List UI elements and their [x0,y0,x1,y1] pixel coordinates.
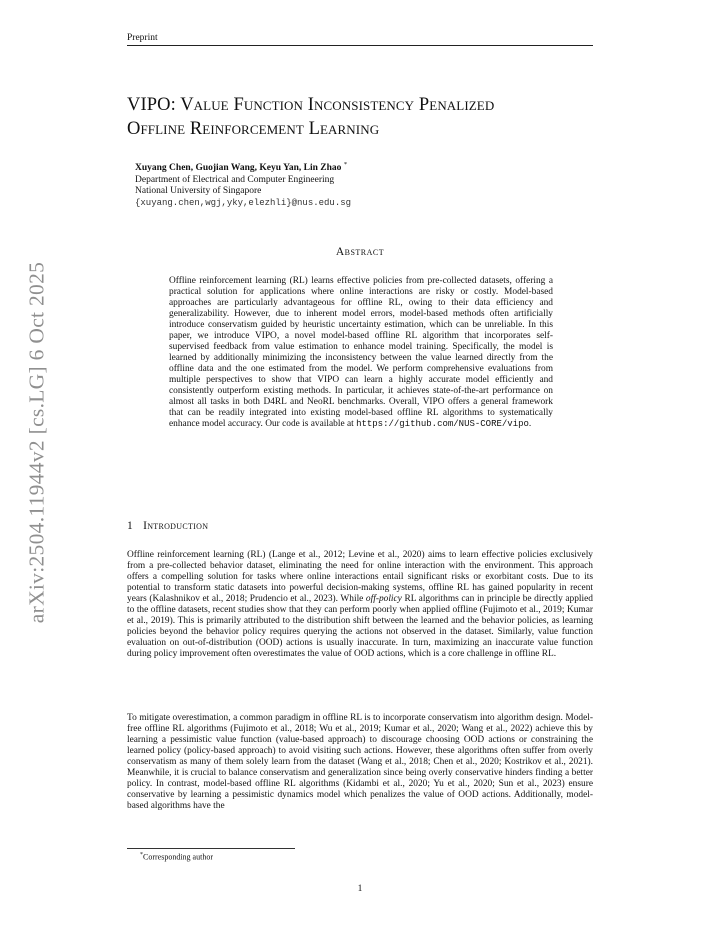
footnote-rule [127,848,295,849]
author-university: National University of Singapore [135,186,262,197]
corresponding-author-mark: * [343,161,348,168]
intro-p1-part-b: RL algorithms can in principle be directly applied to the offline datasets, recent studies show that they can perform poorly when applied offline (Fujimoto et al., 2019; Kumar et al., 2019). This is primarily attributed to the distribution shift between the learned and the behavior policies, as learning policies beyond the behavior policy requires querying the actions not observed in the dataset. Similarly, value function evaluation on out-of-distribution (OOD) actions is usually inaccurate. In turn, maximizing an inaccurate value function during policy improvement often overestimates the value of OOD actions, which is a core challenge in offline RL. [127,594,593,659]
section-heading-introduction [127,520,208,532]
paper-title [127,93,597,141]
running-header [127,33,593,46]
footnote-mark: * [140,852,143,858]
abstract-end: . [528,419,532,429]
footnote-text: Corresponding author [143,852,213,862]
author-names-text: Xuyang Chen, Guojian Wang, Keyu Yan, Lin Zhao [135,163,342,174]
code-link[interactable]: https://github.com/NUS-CORE/vipo [356,419,529,429]
abstract-heading: Abstract [335,246,385,258]
footnote [140,852,213,862]
paper-title-line-1: VIPO: Value Function Inconsistency Penalized [127,95,495,115]
intro-p1-emphasis: off-policy [365,594,402,604]
section-number: 1 [127,520,134,532]
page-number: 1 [357,884,363,894]
intro-paragraph-1 [127,550,593,660]
paper-title-line-2: Offline Reinforcement Learning [127,119,380,139]
abstract-body [169,276,553,430]
intro-p1-part-a: Offline reinforcement learning (RL) (Lange et al., 2012; Levine et al., 2020) aims to learn effective policies exclusively from a pre-collected behavior dataset, eliminating the need for online interaction with the environment. This approach offers a compelling solution for tasks where online interactions entail significant risks or exorbitant costs. Due to its potential to transform static datasets into powerful decision-making systems, offline RL has gained popularity in recent years (Kalashnikov et al., 2018; Prudencio et al., 2023). While [127,550,593,604]
arxiv-identifier-stamp[interactable]: arXiv:2504.11944v2 [cs.LG] 6 Oct 2025 [24,261,49,624]
author-department: Department of Electrical and Computer Engineering [135,174,335,185]
abstract-text: Offline reinforcement learning (RL) learns effective policies from pre-collected datasets, offering a practical solution for applications where online interactions are risky or costly. Model-based approaches are particularly advantageous for offline RL, owing to their data efficiency and generalizability. However, due to inherent model errors, model-based methods often artificially introduce conservatism guided by heuristic uncertainty estimation, which can be unreliable. In this paper, we introduce VIPO, a novel model-based offline RL algorithm that incorporates self-supervised feedback from value estimation to enhance model training. Specifically, the model is learned by additionally minimizing the inconsistency between the value learned directly from the offline data and the one estimated from the model. We perform comprehensive evaluations from multiple perspectives to show that VIPO can learn a highly accurate model efficiently and consistently outperform existing methods. In particular, it achieves state-of-the-art performance on almost all tasks in both D4RL and NeoRL benchmarks. Overall, VIPO offers a general framework that can be readily integrated into existing model-based offline RL algorithms to systematically enhance model accuracy. Our code is available at [169,276,553,429]
intro-paragraph-2: To mitigate overestimation, a common paradigm in offline RL is to incorporate conservatism into algorithm design. Model-free offline RL algorithms (Fujimoto et al., 2018; Wu et al., 2019; Kumar et al., 2020; Wang et al., 2022) achieve this by learning a pessimistic value function (value-based approach) to discourage choosing OOD actions or constraining the learned policy (policy-based approach) to avoid visiting such actions. However, these algorithms often suffer from overly conservatism as many of them solely learn from the dataset (Wang et al., 2018; Chen et al., 2020; Kostrikov et al., 2021). Meanwhile, it is crucial to balance conservatism and generalization since being overly conservative hinders finding a better policy. In contrast, model-based offline RL algorithms (Kidambi et al., 2020; Yu et al., 2020; Sun et al., 2023) ensure conservative by learning a pessimistic dynamics model which penalizes the value of OOD actions. Additionally, model-based algorithms have the [127,713,593,811]
author-names [135,159,351,175]
author-block [135,159,351,209]
section-title: Introduction [143,520,209,532]
author-email[interactable]: {xuyang.chen,wgj,yky,elezhli}@nus.edu.sg [135,197,352,208]
running-header-text: Preprint [127,33,158,43]
